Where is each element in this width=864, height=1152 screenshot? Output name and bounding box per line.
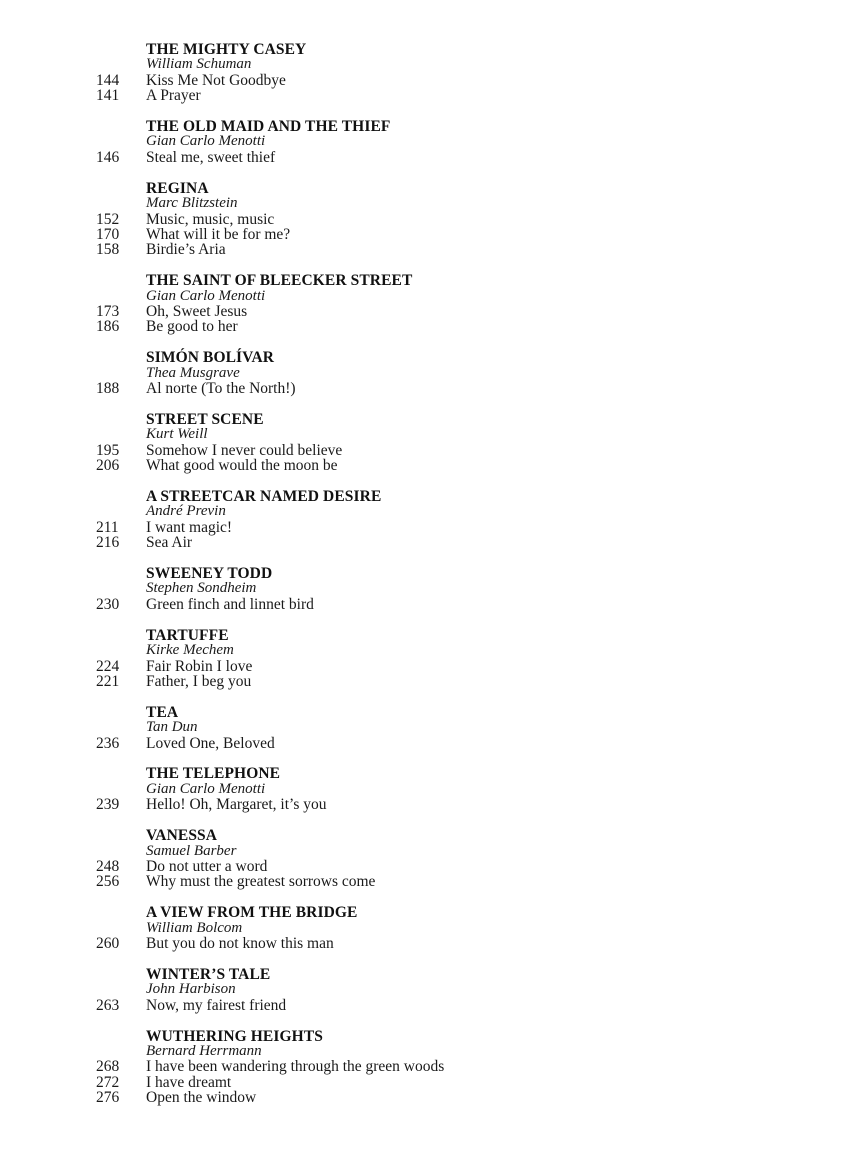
composer-name: Kirke Mechem: [146, 642, 234, 659]
aria-title: Fair Robin I love: [146, 657, 253, 675]
page-number: 146: [96, 148, 120, 166]
page-number: 263: [96, 996, 120, 1014]
page-number: 211: [96, 518, 119, 536]
opera-title: THE MIGHTY CASEY: [146, 41, 307, 58]
toc-entry[interactable]: [96, 859, 796, 874]
toc-section: [96, 273, 796, 335]
opera-title: THE OLD MAID AND THE THIEF: [146, 118, 391, 136]
page-number: 170: [96, 225, 120, 243]
page-number: 268: [96, 1058, 120, 1076]
toc-section: [96, 350, 796, 396]
page-number: 186: [96, 318, 120, 336]
toc-entry[interactable]: [96, 874, 796, 889]
aria-title: Sea Air: [146, 534, 193, 552]
aria-title: Birdie’s Aria: [146, 241, 226, 259]
page-number: 224: [96, 657, 120, 675]
page-number: 216: [96, 534, 120, 552]
toc-entry[interactable]: [96, 674, 796, 689]
page-number: 188: [96, 380, 120, 398]
aria-title: Be good to her: [146, 318, 238, 336]
opera-title: REGINA: [146, 179, 209, 197]
opera-title: A STREETCAR NAMED DESIRE: [146, 487, 382, 505]
aria-title: Music, music, music: [146, 210, 275, 228]
aria-title: Oh, Sweet Jesus: [146, 302, 248, 320]
aria-title: A Prayer: [146, 87, 201, 105]
opera-title: THE TELEPHONE: [146, 765, 281, 783]
page-number: 272: [96, 1073, 120, 1091]
toc-entry[interactable]: [96, 1059, 796, 1074]
composer-name: Gian Carlo Menotti: [146, 780, 266, 797]
toc-entry[interactable]: [96, 212, 796, 227]
page-number: 239: [96, 796, 120, 814]
toc-section: [96, 1029, 796, 1106]
toc-entry[interactable]: [96, 242, 796, 257]
toc-section: [96, 766, 796, 812]
aria-title: I have dreamt: [146, 1073, 232, 1091]
opera-title: STREET SCENE: [146, 410, 264, 428]
toc-entry[interactable]: [96, 535, 796, 550]
toc-section: [96, 628, 796, 690]
composer-name: Tan Dun: [146, 719, 198, 736]
composer-name: Gian Carlo Menotti: [146, 133, 266, 150]
toc-section: [96, 705, 796, 751]
composer-name: Marc Blitzstein: [146, 195, 238, 212]
aria-title: Hello! Oh, Margaret, it’s you: [146, 796, 327, 814]
composer-name: William Bolcom: [146, 919, 243, 936]
aria-title: Green finch and linnet bird: [146, 595, 314, 613]
toc-entry[interactable]: [96, 1075, 796, 1090]
composer-name: Samuel Barber: [146, 842, 237, 859]
toc-entry[interactable]: [96, 73, 796, 88]
opera-title: THE SAINT OF BLEECKER STREET: [146, 272, 413, 290]
composer-name: John Harbison: [146, 981, 236, 998]
page-number: 236: [96, 734, 120, 752]
opera-title: SWEENEY TODD: [146, 565, 273, 583]
opera-title: TEA: [146, 703, 179, 721]
toc-section: [96, 181, 796, 258]
toc-section: [96, 119, 796, 165]
toc-entry[interactable]: [96, 659, 796, 674]
page-number: 141: [96, 87, 120, 105]
composer-name: Thea Musgrave: [146, 364, 240, 381]
toc-entry[interactable]: [96, 597, 796, 612]
toc-entry[interactable]: [96, 88, 796, 103]
composer-name: Bernard Herrmann: [146, 1042, 262, 1059]
page-number: 173: [96, 302, 120, 320]
composer-name: Gian Carlo Menotti: [146, 287, 266, 304]
page-number: 230: [96, 595, 120, 613]
aria-title: Now, my fairest friend: [146, 996, 287, 1014]
toc-section: [96, 489, 796, 551]
toc-entry[interactable]: [96, 150, 796, 165]
page-number: 206: [96, 457, 120, 475]
toc-entry[interactable]: [96, 458, 796, 473]
aria-title: Kiss Me Not Goodbye: [146, 71, 286, 89]
toc-section: [96, 412, 796, 474]
aria-title: Open the window: [146, 1089, 257, 1107]
aria-title: What good would the moon be: [146, 457, 338, 475]
aria-title: But you do not know this man: [146, 934, 334, 952]
aria-title: Loved One, Beloved: [146, 734, 275, 752]
toc-section: [96, 905, 796, 951]
toc-entry[interactable]: [96, 797, 796, 812]
toc-entry[interactable]: [96, 520, 796, 535]
opera-title: WINTER’S TALE: [146, 965, 271, 983]
page-number: 158: [96, 241, 120, 259]
page-number: 248: [96, 857, 120, 875]
toc-entry[interactable]: [96, 319, 796, 334]
opera-title: VANESSA: [146, 827, 218, 845]
toc-section: [96, 566, 796, 612]
toc-entry[interactable]: [96, 381, 796, 396]
opera-title: SIMÓN BOLÍVAR: [146, 349, 275, 367]
aria-title: Al norte (To the North!): [146, 380, 296, 398]
toc-section: [96, 967, 796, 1013]
toc-entry[interactable]: [96, 227, 796, 242]
page-number: 256: [96, 873, 120, 891]
aria-title: Do not utter a word: [146, 857, 268, 875]
composer-name: William Schuman: [146, 56, 252, 73]
page-number: 144: [96, 71, 120, 89]
page-number: 260: [96, 934, 120, 952]
aria-title: Somehow I never could believe: [146, 441, 343, 459]
opera-title: TARTUFFE: [146, 626, 229, 644]
aria-title: I want magic!: [146, 518, 233, 536]
toc-section: [96, 42, 796, 104]
composer-name: Stephen Sondheim: [146, 580, 257, 597]
aria-title: Why must the greatest sorrows come: [146, 873, 376, 891]
page-number: 276: [96, 1089, 120, 1107]
aria-title: I have been wandering through the green woods: [146, 1058, 445, 1076]
aria-title: Father, I beg you: [146, 672, 252, 690]
toc-entry[interactable]: [96, 1090, 796, 1105]
opera-title: A VIEW FROM THE BRIDGE: [146, 904, 358, 922]
page-number: 195: [96, 441, 120, 459]
table-of-contents: [96, 42, 796, 1121]
composer-name: Kurt Weill: [146, 426, 208, 443]
toc-entry[interactable]: [96, 736, 796, 751]
page-number: 221: [96, 672, 120, 690]
aria-title: What will it be for me?: [146, 225, 291, 243]
page-number: 152: [96, 210, 120, 228]
toc-section: [96, 828, 796, 890]
toc-entry[interactable]: [96, 998, 796, 1013]
aria-title: Steal me, sweet thief: [146, 148, 276, 166]
toc-entry[interactable]: [96, 936, 796, 951]
composer-name: André Previn: [146, 503, 226, 520]
toc-entry[interactable]: [96, 443, 796, 458]
opera-title: WUTHERING HEIGHTS: [146, 1027, 323, 1045]
toc-entry[interactable]: [96, 304, 796, 319]
